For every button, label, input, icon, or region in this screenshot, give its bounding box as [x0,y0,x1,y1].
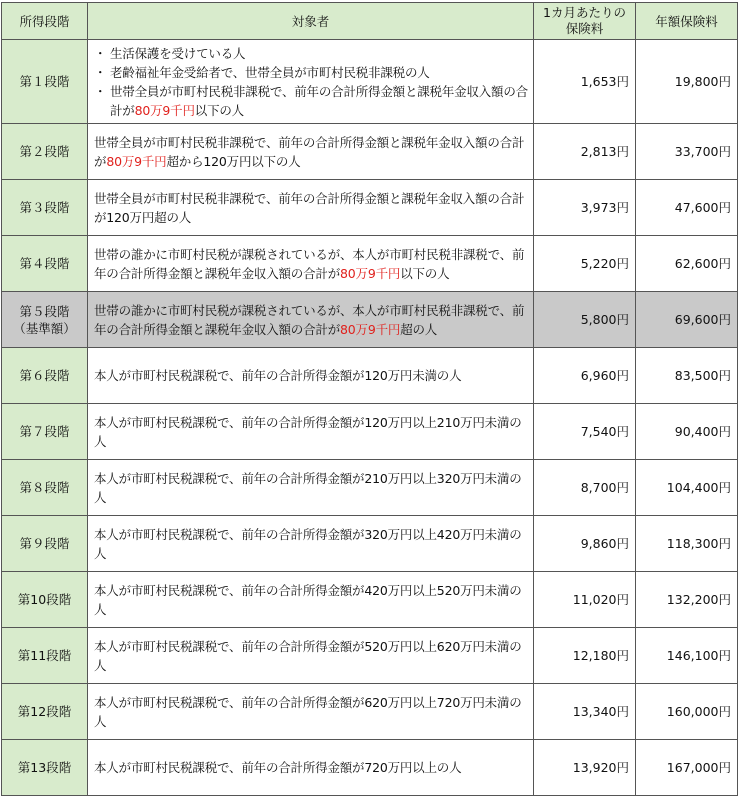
header-row [2,3,738,40]
monthly-cell: 7,540円 [534,404,636,460]
stage-cell: 第２段階 [2,124,88,180]
table-row-base [2,292,738,348]
target-cell [88,40,534,124]
monthly-cell: 5,220円 [534,236,636,292]
target-cell: 本人が市町村民税課税で、前年の合計所得金額が620万円以上720万円未満の人 [88,684,534,740]
monthly-cell: 6,960円 [534,348,636,404]
table-row [2,516,738,572]
target-cell: 本人が市町村民税課税で、前年の合計所得金額が120万円未満の人 [88,348,534,404]
header-monthly-line1: 1カ月あたりの [543,5,626,20]
monthly-cell: 2,813円 [534,124,636,180]
header-stage: 所得段階 [2,3,88,40]
annual-cell: 19,800円 [636,40,738,124]
stage-cell: 第４段階 [2,236,88,292]
stage-note: （基準額） [13,320,76,336]
table-row [2,628,738,684]
table-row [2,40,738,124]
target-cell: 本人が市町村民税課税で、前年の合計所得金額が520万円以上620万円未満の人 [88,628,534,684]
annual-cell: 104,400円 [636,460,738,516]
highlight-amount: 80万9千円 [134,102,195,118]
table-row [2,684,738,740]
list-item: ・ 世帯全員が市町村民税非課税で、前年の合計所得金額と課税年金収入額の合計が80万9千円以下の人 [94,82,529,120]
table-row [2,124,738,180]
monthly-cell: 12,180円 [534,628,636,684]
target-cell: 本人が市町村民税課税で、前年の合計所得金額が720万円以上の人 [88,740,534,796]
stage-cell: 第９段階 [2,516,88,572]
table-row [2,572,738,628]
annual-cell: 47,600円 [636,180,738,236]
stage-cell: 第７段階 [2,404,88,460]
monthly-cell: 1,653円 [534,40,636,124]
stage-cell: 第８段階 [2,460,88,516]
monthly-cell: 5,800円 [534,292,636,348]
stage-cell: 第13段階 [2,740,88,796]
stage-cell: 第12段階 [2,684,88,740]
stage-cell: 第５段階 （基準額） [2,292,88,348]
stage-cell: 第３段階 [2,180,88,236]
highlight-amount: 80万9千円 [340,321,401,337]
monthly-cell: 3,973円 [534,180,636,236]
annual-cell: 118,300円 [636,516,738,572]
stage-cell: 第11段階 [2,628,88,684]
table-row [2,740,738,796]
table-row [2,404,738,460]
premium-table [1,2,738,796]
annual-cell: 146,100円 [636,628,738,684]
stage-cell: 第６段階 [2,348,88,404]
target-cell: 世帯の誰かに市町村民税が課税されているが、本人が市町村民税非課税で、前年の合計所得金額と課税年金収入額の合計が80万9千円以下の人 [88,236,534,292]
target-cell: 世帯全員が市町村民税非課税で、前年の合計所得金額と課税年金収入額の合計が80万9千円超から120万円以下の人 [88,124,534,180]
header-monthly-line2: 保険料 [565,21,604,36]
monthly-cell: 9,860円 [534,516,636,572]
target-cell: 世帯全員が市町村民税非課税で、前年の合計所得金額と課税年金収入額の合計が120万円超の人 [88,180,534,236]
monthly-cell: 13,340円 [534,684,636,740]
target-cell: 本人が市町村民税課税で、前年の合計所得金額が210万円以上320万円未満の人 [88,460,534,516]
monthly-cell: 8,700円 [534,460,636,516]
stage-cell: 第10段階 [2,572,88,628]
target-cell: 本人が市町村民税課税で、前年の合計所得金額が120万円以上210万円未満の人 [88,404,534,460]
header-annual: 年額保険料 [636,3,738,40]
list-item: ・ 老齢福祉年金受給者で、世帯全員が市町村民税非課税の人 [94,63,529,82]
monthly-cell: 11,020円 [534,572,636,628]
monthly-cell: 13,920円 [534,740,636,796]
annual-cell: 167,000円 [636,740,738,796]
annual-cell: 160,000円 [636,684,738,740]
list-item: ・ 生活保護を受けている人 [94,44,529,63]
highlight-amount: 80万9千円 [340,265,401,281]
annual-cell: 132,200円 [636,572,738,628]
header-monthly [534,3,636,40]
table-row [2,460,738,516]
target-cell: 本人が市町村民税課税で、前年の合計所得金額が320万円以上420万円未満の人 [88,516,534,572]
stage-cell: 第１段階 [2,40,88,124]
table-row [2,236,738,292]
annual-cell: 62,600円 [636,236,738,292]
highlight-amount: 80万9千円 [106,153,167,169]
table-row [2,348,738,404]
annual-cell: 33,700円 [636,124,738,180]
target-cell: 世帯の誰かに市町村民税が課税されているが、本人が市町村民税非課税で、前年の合計所得金額と課税年金収入額の合計が80万9千円超の人 [88,292,534,348]
bullet-list [94,44,529,120]
annual-cell: 69,600円 [636,292,738,348]
table-row [2,180,738,236]
header-target: 対象者 [88,3,534,40]
annual-cell: 83,500円 [636,348,738,404]
annual-cell: 90,400円 [636,404,738,460]
target-cell: 本人が市町村民税課税で、前年の合計所得金額が420万円以上520万円未満の人 [88,572,534,628]
